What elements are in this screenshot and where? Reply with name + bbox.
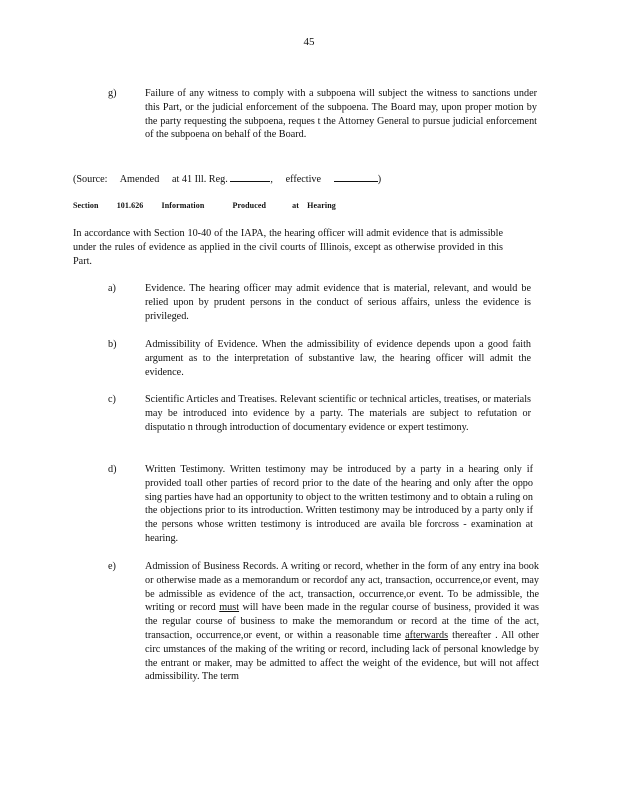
intro-paragraph: In accordance with Section 10-40 of the IAPA, the hearing officer will admit evidence that is admissible under the rules of evidence as applied in the civil courts of Illinois, except as otherwise provided in this Part. [73, 228, 503, 267]
item-e-text [145, 560, 539, 684]
register-blank [230, 171, 270, 182]
page-number: 45 [303, 36, 315, 48]
item-g-label: g) [108, 88, 117, 99]
item-d-label: d) [108, 464, 117, 475]
item-e-text-part: Admission of Business Records. A writing or record, whether in the form of any entry ina book or otherwise made as a memorandum or recordof any act, transaction, occurrence,or event, may be admissible as evidence of the act, transaction, occurrence,or event. To be admissible, the writing or record [145, 561, 539, 614]
item-e-text-part: thereafter . All other circ umstances of the making of the writing or record, including lack of personal knowledge by the entrant or maker, may be admitted to affect the weight of the evidence, but will not affect admissibility. The term [145, 629, 540, 683]
inserted-word-afterwards: afterwards [405, 629, 449, 641]
section-title-word: Hearing [307, 201, 336, 210]
source-effective: effective [285, 174, 322, 185]
item-b-text: Admissibility of Evidence. When the admissibility of evidence depends upon a good faith argument as to the interpretation of substantive law, the hearing officer will admit the evidence. [145, 339, 531, 378]
item-c-text: Scientific Articles and Treatises. Relevant scientific or technical articles, treatises, or materials may be introduced into evidence by a party. The materials are subject to refutation or disputatio n through introduction of documentary evidence or expert testimony. [145, 394, 531, 433]
section-number: 101.626 [116, 201, 144, 210]
section-word: Section [73, 201, 99, 210]
item-c-label: c) [108, 394, 116, 405]
section-title-word: Produced [232, 201, 267, 210]
item-e-label: e) [108, 561, 116, 572]
source-open: (Source: [73, 174, 108, 185]
section-heading [73, 200, 336, 212]
item-d-text: Written Testimony. Written testimony may be introduced by a party in a hearing only if provided toall other parties of record prior to the date of the hearing and only after the oppo sing parties have had an opportunity to object to the written testimony and to obtain a ruling on the objections prior to its introduction. Written testimony may be introduced by a party only if the persons whose written testimony is introduced are availa ble forcross - examination at hearing. [145, 464, 533, 544]
source-register: at 41 Ill. Reg. [172, 174, 228, 185]
source-close: ) [377, 174, 382, 185]
item-e-text-part: will have been made in the regular course of business, provided it was the regular course of business to make the memorandum or record at the time of the act, transaction, occurrence,or event, or within a reasonable time [145, 602, 540, 641]
item-a-text: Evidence. The hearing officer may admit evidence that is material, relevant, and would be relied upon by prudent persons in the conduct of serious affairs, unless the evidence is privileged. [145, 283, 531, 322]
item-a-label: a) [108, 283, 116, 294]
source-note [73, 171, 381, 187]
section-title-word: Information [161, 201, 205, 210]
section-title-word: at [292, 201, 300, 210]
item-b-label: b) [108, 339, 117, 350]
item-g-text: Failure of any witness to comply with a subpoena will subject the witness to sanctions under this Part, or the judicial enforcement of the subpoena. The Board may, upon proper motion by the party requesting the subpoena, reques t the Attorney General to pursue judicial enforcement of the subpoena on behalf of the Board. [145, 88, 537, 141]
source-amended: Amended [119, 174, 160, 185]
source-comma: , [270, 174, 273, 185]
effective-blank [334, 171, 378, 182]
inserted-word-must: must [219, 602, 240, 614]
